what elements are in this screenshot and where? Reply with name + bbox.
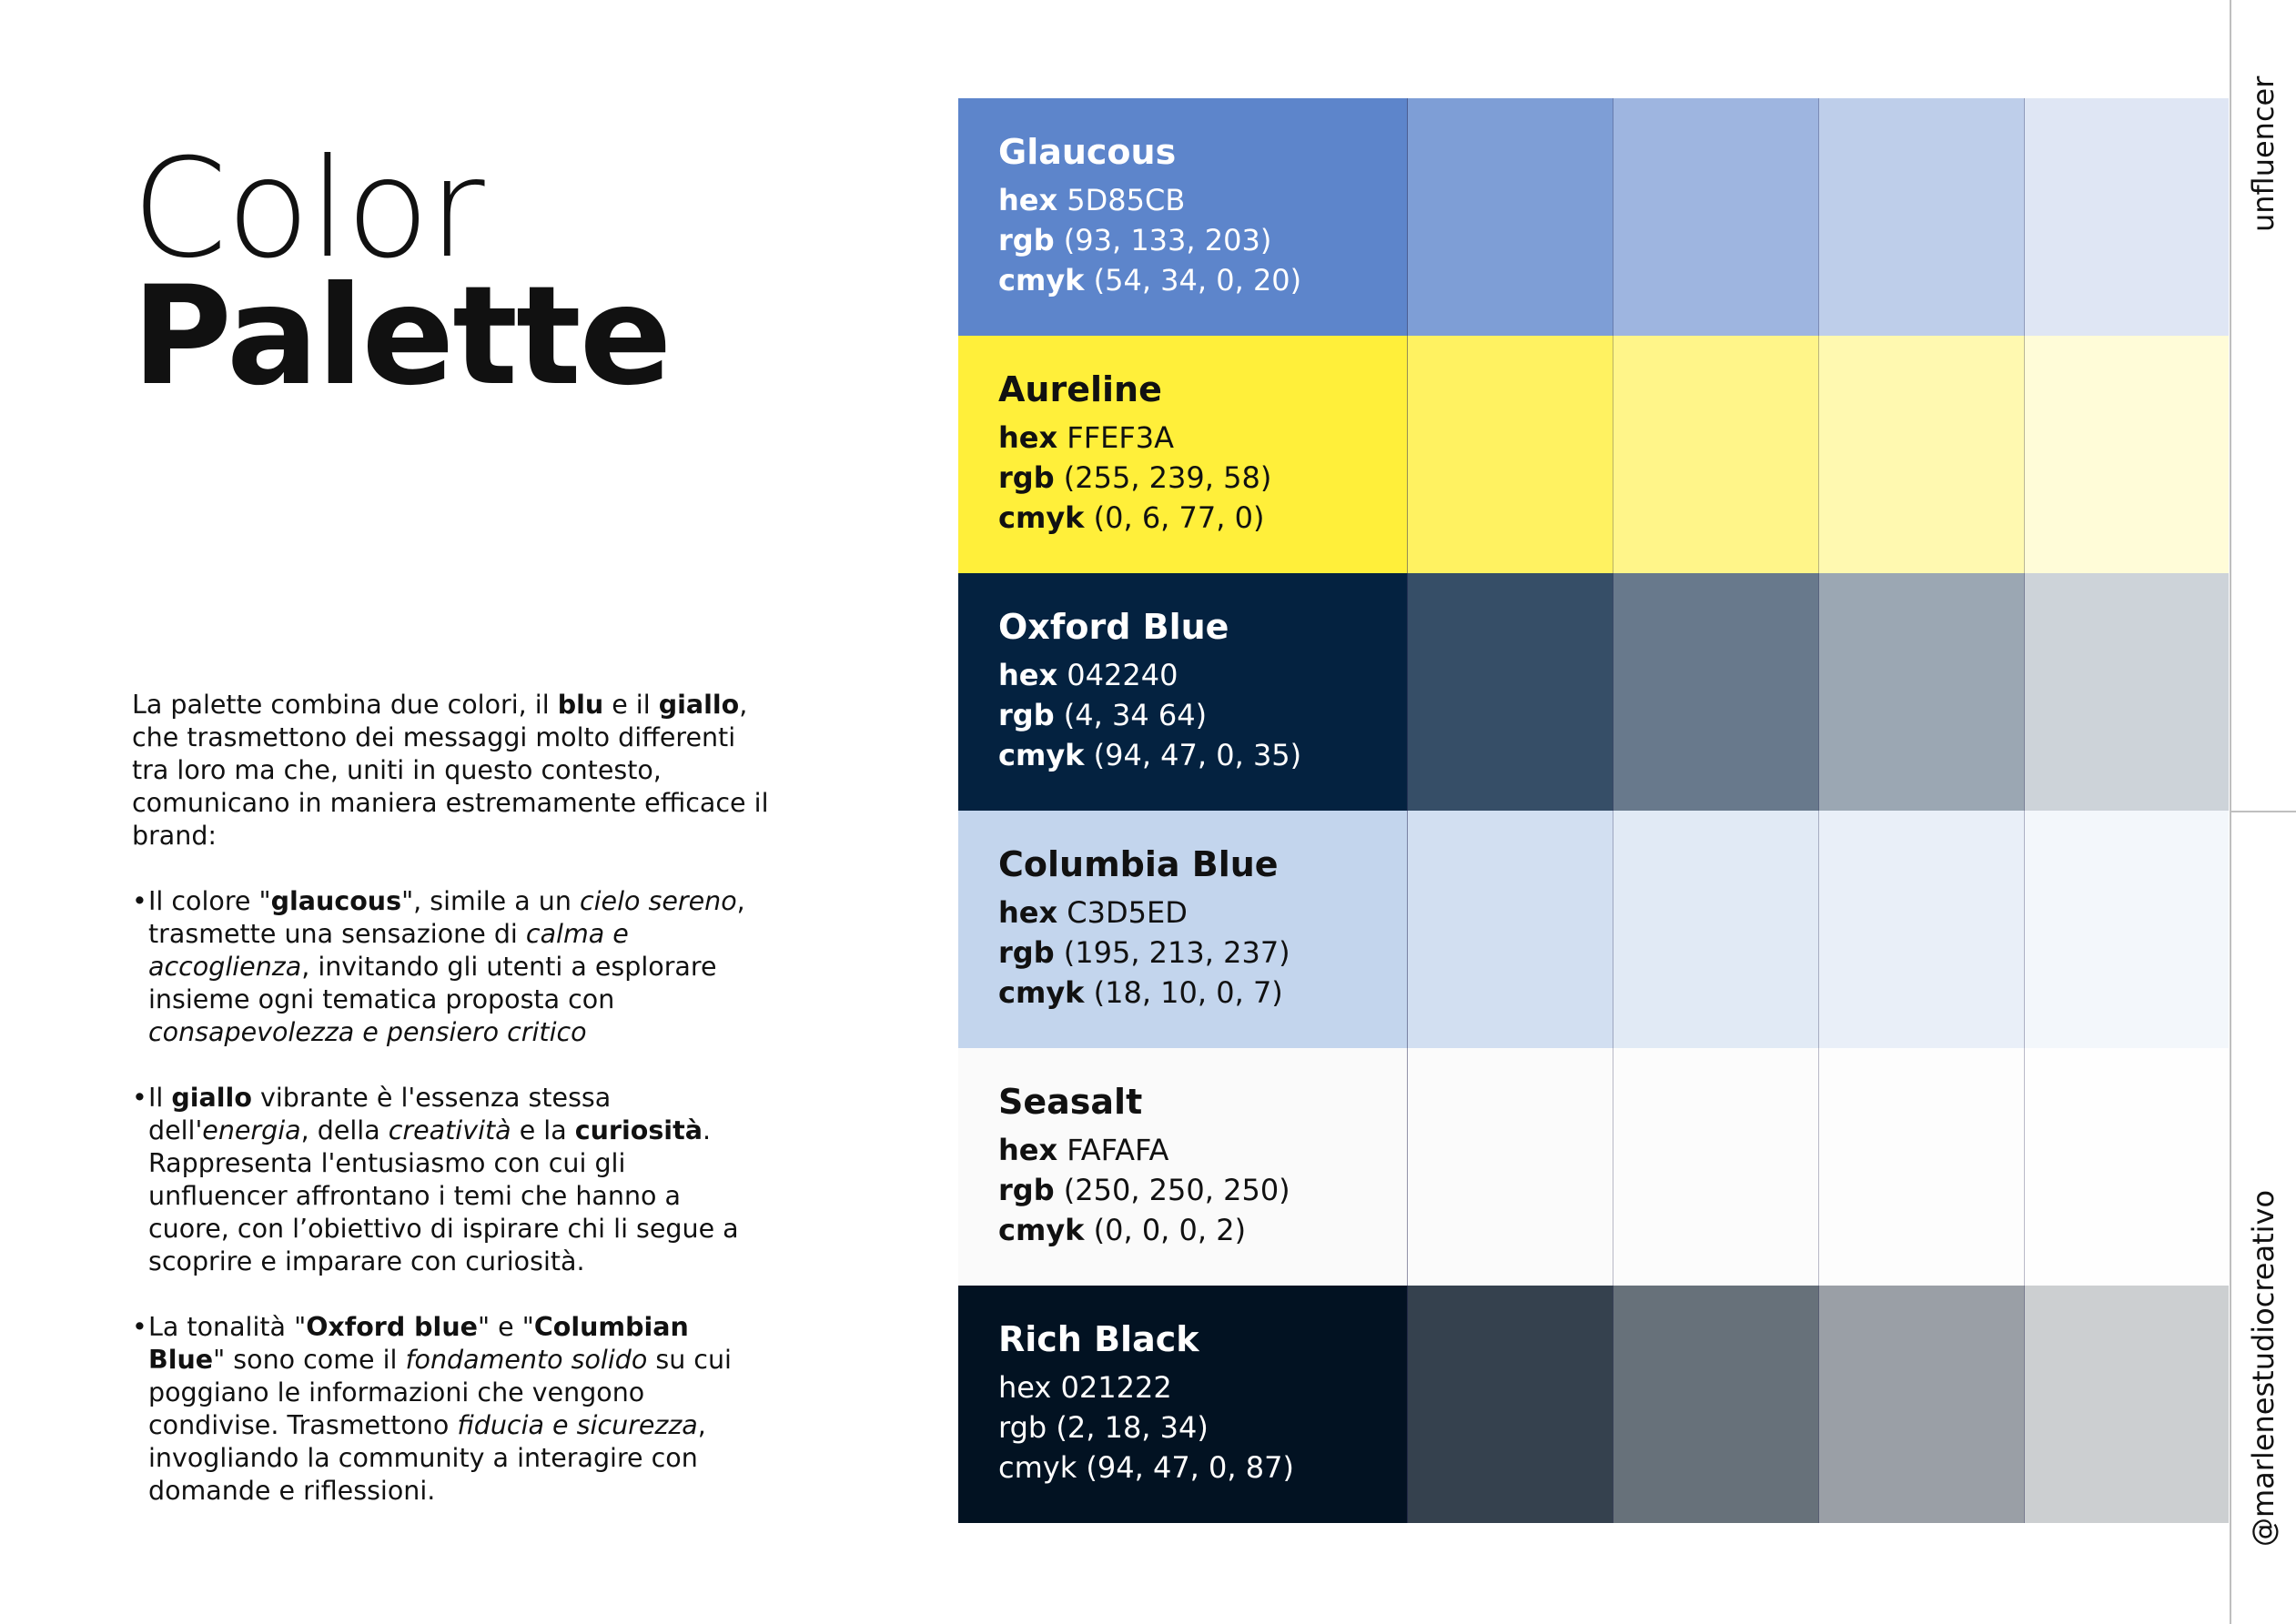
color-hex-value: 042240 [1057,658,1178,692]
color-main-swatch [958,336,1408,573]
color-tint-swatch [1819,336,2025,573]
bullet-text [148,886,745,1047]
text-segment: e la [511,1115,575,1145]
text-segment: , della [300,1115,389,1145]
side-divider-bottom [2230,811,2231,1624]
text-segment: " e " [477,1312,534,1342]
color-name: Oxford Blue [998,607,1229,647]
color-hex-label: hex [998,658,1058,692]
bullet-dot: • [132,1083,147,1113]
text-segment: La palette combina due colori, il [132,690,558,720]
color-rgb-value: (2, 18, 34) [1047,1410,1209,1445]
palette-row-oxford-blue [958,573,2230,811]
color-tint-swatch [1408,1286,1613,1523]
text-segment: ", simile a un [401,886,580,916]
color-rgb-value: (250, 250, 250) [1054,1173,1290,1207]
color-hex-label: hex [998,420,1058,455]
description-intro [132,689,769,852]
palette-row-aureline [958,336,2230,573]
color-rgb [998,1170,1407,1210]
text-segment: La tonalità " [148,1312,307,1342]
text-segment: giallo [658,690,740,720]
text-segment: fiducia e sicurezza [457,1410,698,1440]
color-tint-swatch [1613,1286,1819,1523]
side-handle-label: @marlenestudiocreativo [2246,1189,2281,1547]
bullet-item [132,885,769,1049]
color-tint-swatch [1819,573,2025,811]
color-hex-value: FFEF3A [1057,420,1174,455]
text-segment: , trasmette una sensazione di [148,886,745,949]
text-segment: consapevolezza e pensiero critico [148,1017,587,1047]
color-tint-swatch [2025,1286,2229,1523]
color-rgb [998,458,1407,498]
color-hex [998,893,1407,933]
page-title [132,130,671,416]
description [132,689,769,1540]
color-tint-swatch [1819,98,2025,336]
color-cmyk-label: cmyk [998,1213,1085,1247]
color-rgb-label: rgb [998,460,1055,495]
color-rgb-label: rgb [998,698,1055,732]
color-hex-value: FAFAFA [1057,1133,1169,1167]
color-cmyk [998,735,1407,775]
color-tint-swatch [1819,1286,2025,1523]
color-tint-swatch [1408,573,1613,811]
text-segment: curiosità [574,1115,703,1145]
color-cmyk [998,260,1407,300]
text-segment: , che trasmettono dei messaggi molto differenti tra loro ma che, uniti in questo contesto, comunicano in maniera estremamente efficace il brand: [132,690,769,851]
text-segment: Columbian Blue [148,1312,689,1375]
color-tint-swatch [1819,811,2025,1048]
color-tint-swatch [2025,573,2229,811]
color-rgb-value: (4, 34 64) [1054,698,1208,732]
color-main-swatch [958,1286,1408,1523]
color-hex-label: hex [998,1370,1052,1405]
color-tint-swatch [2025,98,2229,336]
color-hex-value: 5D85CB [1057,183,1186,217]
palette-row-columbia-blue [958,811,2230,1048]
text-segment: . Rappresenta l'entusiasmo con cui gli unfluencer affrontano i temi che hanno a cuore, con l’obiettivo di ispirare chi li segue a scoprire e imparare con curiosità. [148,1115,739,1276]
color-cmyk-value: (54, 34, 0, 20) [1084,263,1302,298]
text-segment: Il colore " [148,886,271,916]
side-divider-horizontal [2230,811,2296,812]
color-cmyk-label: cmyk [998,975,1085,1010]
color-rgb-value: (93, 133, 203) [1054,223,1272,257]
color-hex [998,1130,1407,1170]
color-tint-swatch [1408,811,1613,1048]
text-segment: giallo [171,1083,252,1113]
text-segment: blu [557,690,604,720]
color-tint-swatch [1819,1048,2025,1286]
text-segment: calma e accoglienza [148,919,629,982]
color-tint-swatch [1408,1048,1613,1286]
color-hex-value: 021222 [1051,1370,1172,1405]
color-cmyk-value: (0, 6, 77, 0) [1084,500,1265,535]
color-main-swatch [958,811,1408,1048]
color-tint-swatch [1613,98,1819,336]
color-cmyk [998,1447,1407,1488]
palette-row-seasalt [958,1048,2230,1286]
bullet-dot: • [132,1312,147,1342]
color-tint-swatch [1613,811,1819,1048]
color-tint-swatch [1408,98,1613,336]
color-rgb [998,933,1407,973]
color-rgb-label: rgb [998,223,1055,257]
color-name: Columbia Blue [998,844,1279,884]
color-hex-label: hex [998,183,1058,217]
color-cmyk-value: (94, 47, 0, 87) [1077,1450,1294,1485]
color-hex [998,1367,1407,1407]
color-rgb-label: rgb [998,935,1055,970]
color-tint-swatch [2025,1048,2229,1286]
side-brand-label: unfluencer [2246,76,2281,232]
side-divider-top [2230,0,2231,811]
color-hex-value: C3D5ED [1057,895,1188,930]
color-cmyk-value: (94, 47, 0, 35) [1084,738,1302,772]
palette-row-rich-black [958,1286,2230,1523]
color-rgb-value: (255, 239, 58) [1054,460,1272,495]
color-hex-label: hex [998,895,1058,930]
color-name: Glaucous [998,132,1177,172]
color-hex [998,655,1407,695]
title-line-1: Color [132,130,484,288]
bullet-text [148,1312,732,1506]
bullet-text [148,1083,739,1276]
color-rgb [998,695,1407,735]
color-tint-swatch [1613,1048,1819,1286]
color-cmyk-value: (0, 0, 0, 2) [1084,1213,1247,1247]
color-tint-swatch [1613,336,1819,573]
color-tint-swatch [2025,811,2229,1048]
text-segment: Il [148,1083,172,1113]
color-cmyk [998,973,1407,1013]
color-cmyk-label: cmyk [998,263,1085,298]
color-rgb-label: rgb [998,1410,1047,1445]
color-hex-label: hex [998,1133,1058,1167]
title-line-2: Palette [132,257,671,416]
color-cmyk-value: (18, 10, 0, 7) [1084,975,1283,1010]
text-segment: energia [202,1115,301,1145]
color-tint-swatch [1613,573,1819,811]
bullet-dot: • [132,886,147,916]
color-tint-swatch [2025,336,2229,573]
text-segment: Oxford blue [306,1312,478,1342]
color-cmyk [998,498,1407,538]
bullet-item [132,1311,769,1508]
text-segment: vibrante è l'essenza stessa dell' [148,1083,612,1145]
color-hex [998,180,1407,220]
color-cmyk-label: cmyk [998,1450,1077,1485]
color-rgb [998,220,1407,260]
text-segment: fondamento solido [405,1345,648,1375]
color-tint-swatch [1408,336,1613,573]
color-name: Aureline [998,369,1162,409]
color-cmyk [998,1210,1407,1250]
color-main-swatch [958,98,1408,336]
text-segment: glaucous [270,886,402,916]
color-main-swatch [958,1048,1408,1286]
color-cmyk-label: cmyk [998,738,1085,772]
bullet-item [132,1082,769,1278]
color-name: Seasalt [998,1082,1143,1122]
color-rgb [998,1407,1407,1447]
text-segment: e il [603,690,659,720]
text-segment: , invitando gli utenti a esplorare insieme ogni tematica proposta con [148,952,717,1014]
color-name: Rich Black [998,1319,1199,1359]
text-segment: creatività [388,1115,511,1145]
text-segment: , invogliando la community a interagire con domande e riflessioni. [148,1410,706,1506]
color-rgb-label: rgb [998,1173,1055,1207]
text-segment: su cui poggiano le informazioni che vengono condivise. Trasmettono [148,1345,732,1440]
color-main-swatch [958,573,1408,811]
color-hex [998,418,1407,458]
palette-row-glaucous [958,98,2230,336]
color-rgb-value: (195, 213, 237) [1054,935,1290,970]
text-segment: " sono come il [213,1345,406,1375]
text-segment: cielo sereno [579,886,737,916]
color-palette-grid [958,98,2230,1524]
color-cmyk-label: cmyk [998,500,1085,535]
